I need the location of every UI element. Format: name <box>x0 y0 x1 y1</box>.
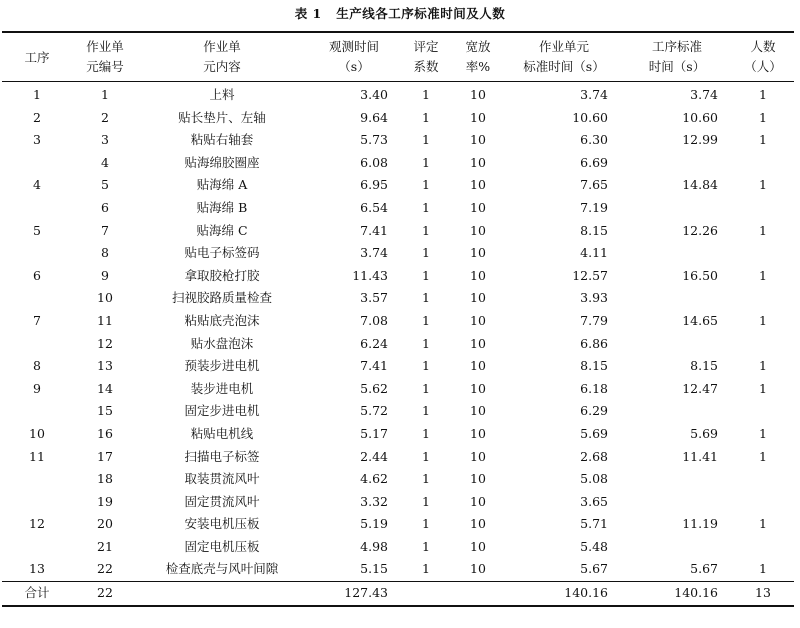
table-row <box>2 107 794 130</box>
cell-unit-content: 贴海绵胶圈座 <box>184 154 260 170</box>
cell-rating-factor: 1 <box>422 516 430 532</box>
cell-rating-factor: 1 <box>422 87 430 102</box>
cell-process-std-time <box>622 242 732 265</box>
header-rating-factor <box>402 32 450 82</box>
cell-allowance-rate: 10 <box>470 222 486 238</box>
cell-observed-time: 5.19 <box>360 516 388 532</box>
cell-unit-no: 1 <box>101 87 109 102</box>
cell-headcount <box>732 152 794 175</box>
cell-headcount <box>732 468 794 491</box>
cell-unit-content: 预装步进电机 <box>184 358 260 374</box>
cell-unit-content: 固定电机压板 <box>184 538 260 554</box>
table-row <box>2 446 794 469</box>
header-line: 人数 <box>750 39 776 54</box>
cell-unit-content: 贴电子标签码 <box>184 245 260 261</box>
cell-process: 9 <box>33 380 41 396</box>
cell-unit-std-time: 5.67 <box>580 561 608 577</box>
cell-headcount: 1 <box>759 516 767 532</box>
cell-rating-factor: 1 <box>422 312 430 328</box>
cell-allowance-rate: 10 <box>470 109 486 125</box>
table-row <box>2 265 794 288</box>
cell-unit-content: 上料 <box>209 87 235 102</box>
cell-process <box>2 333 72 356</box>
cell-unit-std-time: 5.71 <box>580 516 608 532</box>
cell-process-std-time <box>622 197 732 220</box>
process-time-table <box>2 31 794 607</box>
table-row <box>2 491 794 514</box>
cell-rating-factor: 1 <box>422 561 430 577</box>
cell-allowance-rate: 10 <box>470 493 486 509</box>
cell-process: 12 <box>29 516 45 532</box>
cell-unit-std-time: 6.69 <box>580 154 608 170</box>
cell-process-std-time: 14.84 <box>682 177 718 193</box>
table-row <box>2 129 794 152</box>
cell-unit-content: 装步进电机 <box>190 380 254 396</box>
header-line: 标准时间（s） <box>523 59 605 74</box>
cell-observed-time: 5.72 <box>360 403 388 419</box>
cell-allowance-rate: 10 <box>470 290 486 306</box>
cell-allowance-rate: 10 <box>470 538 486 554</box>
header-process <box>2 32 72 82</box>
cell-unit-no: 11 <box>97 312 113 328</box>
cell-headcount: 1 <box>759 312 767 328</box>
header-line: （s） <box>338 59 370 74</box>
cell-unit-std-time: 10.60 <box>572 109 608 125</box>
cell-process-std-time <box>622 491 732 514</box>
cell-unit-content: 取装贯流风叶 <box>184 471 260 487</box>
cell-observed-time: 3.40 <box>360 87 388 102</box>
table-row <box>2 558 794 581</box>
cell-headcount: 1 <box>759 448 767 464</box>
table-row <box>2 242 794 265</box>
cell-allowance-rate: 10 <box>470 380 486 396</box>
cell-allowance-rate: 10 <box>470 154 486 170</box>
cell-headcount: 1 <box>759 358 767 374</box>
cell-process <box>2 152 72 175</box>
cell-unit-no: 13 <box>97 358 113 374</box>
cell-unit-content <box>138 582 306 606</box>
cell-process <box>2 491 72 514</box>
cell-process <box>2 536 72 559</box>
table-row <box>2 400 794 423</box>
cell-unit-content: 贴海绵 A <box>196 177 248 193</box>
cell-unit-no: 21 <box>97 538 113 554</box>
cell-process: 4 <box>33 177 41 193</box>
table-row <box>2 468 794 491</box>
cell-process-std-time <box>622 152 732 175</box>
cell-unit-content: 贴海绵 C <box>196 222 248 238</box>
cell-unit-std-time: 6.29 <box>580 403 608 419</box>
cell-unit-content: 安装电机压板 <box>184 516 260 532</box>
cell-allowance-rate: 10 <box>470 403 486 419</box>
header-line: 时间（s） <box>648 59 706 74</box>
header-line: 系数 <box>413 59 439 74</box>
table-row <box>2 82 794 107</box>
header-line: （人） <box>744 59 782 74</box>
table-row <box>2 197 794 220</box>
cell-unit-no: 17 <box>97 448 113 464</box>
cell-observed-time: 6.54 <box>360 199 388 215</box>
table-row <box>2 536 794 559</box>
cell-process: 1 <box>33 87 41 102</box>
cell-allowance-rate: 10 <box>470 358 486 374</box>
cell-allowance-rate: 10 <box>470 87 486 102</box>
header-unit-content <box>138 32 306 82</box>
header-row <box>2 32 794 82</box>
cell-allowance-rate: 10 <box>470 199 486 215</box>
cell-unit-no: 10 <box>97 290 113 306</box>
cell-unit-content: 扫视胶路质量检查 <box>171 290 272 306</box>
cell-rating-factor: 1 <box>422 199 430 215</box>
cell-observed-time: 4.98 <box>360 538 388 554</box>
cell-allowance-rate: 10 <box>470 132 486 148</box>
table-row <box>2 513 794 536</box>
cell-rating-factor: 1 <box>422 380 430 396</box>
cell-allowance-rate: 10 <box>470 471 486 487</box>
cell-process-std-time: 12.26 <box>682 222 718 238</box>
cell-process-std-time: 11.19 <box>682 516 718 532</box>
cell-process-std-time <box>622 333 732 356</box>
header-line: 元编号 <box>86 59 124 74</box>
cell-unit-no: 22 <box>72 582 138 606</box>
cell-headcount <box>732 287 794 310</box>
header-line: 率% <box>465 59 491 74</box>
cell-headcount: 1 <box>759 222 767 238</box>
cell-process-std-time: 16.50 <box>682 267 718 283</box>
cell-process: 6 <box>33 267 41 283</box>
cell-headcount: 1 <box>759 380 767 396</box>
cell-process: 13 <box>29 561 45 577</box>
cell-unit-content: 固定贯流风叶 <box>184 493 260 509</box>
cell-observed-time: 6.24 <box>360 335 388 351</box>
table-row <box>2 333 794 356</box>
cell-unit-std-time: 6.18 <box>580 380 608 396</box>
cell-allowance-rate: 10 <box>470 177 486 193</box>
cell-headcount: 13 <box>732 582 794 606</box>
cell-headcount <box>732 333 794 356</box>
cell-process <box>2 400 72 423</box>
cell-process-std-time: 140.16 <box>622 582 732 606</box>
cell-unit-std-time: 140.16 <box>506 582 622 606</box>
cell-process-std-time <box>622 400 732 423</box>
cell-observed-time: 3.74 <box>360 245 388 261</box>
header-line: 评定 <box>413 39 439 54</box>
cell-unit-std-time: 6.86 <box>580 335 608 351</box>
cell-allowance-rate: 10 <box>470 561 486 577</box>
header-line: 工序 <box>24 49 50 65</box>
cell-rating-factor: 1 <box>422 403 430 419</box>
cell-observed-time: 11.43 <box>352 267 388 283</box>
cell-unit-std-time: 12.57 <box>572 267 608 283</box>
cell-allowance-rate <box>450 582 506 606</box>
cell-unit-no: 9 <box>101 267 109 283</box>
cell-headcount <box>732 197 794 220</box>
cell-unit-content: 贴长垫片、左轴 <box>178 109 266 125</box>
cell-unit-no: 16 <box>97 425 113 441</box>
table-row <box>2 174 794 197</box>
cell-unit-no: 2 <box>101 109 109 125</box>
cell-unit-std-time: 8.15 <box>580 358 608 374</box>
cell-process-std-time: 3.74 <box>690 87 718 102</box>
cell-headcount: 1 <box>759 425 767 441</box>
cell-process-std-time <box>622 468 732 491</box>
table-row <box>2 378 794 401</box>
cell-observed-time: 7.08 <box>360 312 388 328</box>
cell-observed-time: 3.57 <box>360 290 388 306</box>
cell-rating-factor: 1 <box>422 132 430 148</box>
cell-unit-std-time: 8.15 <box>580 222 608 238</box>
cell-unit-no: 4 <box>101 154 109 170</box>
cell-observed-time: 5.15 <box>360 561 388 577</box>
cell-process: 8 <box>33 358 41 374</box>
cell-allowance-rate: 10 <box>470 245 486 261</box>
cell-process: 11 <box>29 448 45 464</box>
cell-allowance-rate: 10 <box>470 425 486 441</box>
cell-unit-std-time: 7.19 <box>580 199 608 215</box>
cell-unit-no: 6 <box>101 199 109 215</box>
cell-observed-time: 6.95 <box>360 177 388 193</box>
table-body <box>2 82 794 606</box>
cell-unit-content: 扫描电子标签 <box>184 448 260 464</box>
cell-unit-std-time: 5.48 <box>580 538 608 554</box>
cell-unit-std-time: 3.93 <box>580 290 608 306</box>
cell-process-std-time: 5.67 <box>690 561 718 577</box>
cell-unit-no: 12 <box>97 335 113 351</box>
cell-allowance-rate: 10 <box>470 448 486 464</box>
cell-headcount <box>732 242 794 265</box>
cell-process-std-time: 11.41 <box>682 448 718 464</box>
header-headcount <box>732 32 794 82</box>
cell-rating-factor: 1 <box>422 538 430 554</box>
cell-rating-factor: 1 <box>422 177 430 193</box>
cell-unit-no: 22 <box>97 561 113 577</box>
header-line: 作业单 <box>86 39 124 54</box>
cell-process: 2 <box>33 109 41 125</box>
cell-unit-content: 贴海绵 B <box>196 199 248 215</box>
cell-observed-time: 2.44 <box>360 448 388 464</box>
table-header <box>2 32 794 82</box>
cell-headcount <box>732 491 794 514</box>
cell-rating-factor: 1 <box>422 290 430 306</box>
cell-unit-std-time: 7.79 <box>580 312 608 328</box>
table-row <box>2 287 794 310</box>
cell-unit-std-time: 6.30 <box>580 132 608 148</box>
cell-rating-factor: 1 <box>422 493 430 509</box>
cell-unit-no: 20 <box>97 516 113 532</box>
cell-headcount <box>732 400 794 423</box>
total-row <box>2 582 794 606</box>
table-row <box>2 355 794 378</box>
cell-unit-no: 19 <box>97 493 113 509</box>
header-line: 工序标准 <box>651 39 702 54</box>
header-allowance-rate <box>450 32 506 82</box>
table-row <box>2 152 794 175</box>
cell-unit-content: 固定步进电机 <box>184 403 260 419</box>
cell-unit-content: 粘贴右轴套 <box>190 132 254 148</box>
cell-unit-std-time: 2.68 <box>580 448 608 464</box>
header-line: 作业单 <box>203 39 241 54</box>
cell-unit-no: 15 <box>97 403 113 419</box>
cell-process-std-time: 12.99 <box>682 132 718 148</box>
cell-rating-factor: 1 <box>422 245 430 261</box>
cell-unit-std-time: 3.65 <box>580 493 608 509</box>
cell-headcount: 1 <box>759 132 767 148</box>
header-line: 作业单元 <box>538 39 589 54</box>
cell-unit-std-time: 5.08 <box>580 471 608 487</box>
table-row <box>2 310 794 333</box>
cell-unit-content: 贴水盘泡沫 <box>190 335 254 351</box>
header-line: 宽放 <box>465 39 491 54</box>
cell-process <box>2 242 72 265</box>
cell-rating-factor: 1 <box>422 154 430 170</box>
header-line: 元内容 <box>203 59 241 74</box>
cell-allowance-rate: 10 <box>470 312 486 328</box>
cell-unit-content: 检查底壳与风叶间隙 <box>165 561 279 577</box>
cell-process-std-time: 14.65 <box>682 312 718 328</box>
cell-headcount <box>732 536 794 559</box>
cell-process: 3 <box>33 132 41 148</box>
header-unit-no <box>72 32 138 82</box>
table-row <box>2 220 794 243</box>
cell-process: 10 <box>29 425 45 441</box>
cell-process-std-time: 10.60 <box>682 109 718 125</box>
cell-observed-time: 7.41 <box>360 358 388 374</box>
cell-process <box>2 287 72 310</box>
cell-unit-no: 5 <box>101 177 109 193</box>
cell-unit-content: 粘贴底壳泡沫 <box>184 312 260 328</box>
cell-headcount: 1 <box>759 177 767 193</box>
cell-unit-std-time: 4.11 <box>580 245 608 261</box>
cell-observed-time: 3.32 <box>360 493 388 509</box>
cell-process-std-time <box>622 287 732 310</box>
cell-headcount: 1 <box>759 87 767 102</box>
cell-observed-time: 5.62 <box>360 380 388 396</box>
cell-observed-time: 9.64 <box>360 109 388 125</box>
cell-unit-no: 14 <box>97 380 113 396</box>
cell-process: 合计 <box>2 582 72 606</box>
cell-unit-std-time: 3.74 <box>580 87 608 102</box>
cell-unit-no: 3 <box>101 132 109 148</box>
cell-unit-std-time: 5.69 <box>580 425 608 441</box>
cell-process-std-time <box>622 536 732 559</box>
cell-observed-time: 7.41 <box>360 222 388 238</box>
header-line: 观测时间 <box>328 39 379 54</box>
cell-process-std-time: 8.15 <box>690 358 718 374</box>
header-unit-std-time <box>506 32 622 82</box>
cell-rating-factor <box>402 582 450 606</box>
cell-unit-content: 粘贴电机线 <box>190 425 254 441</box>
header-observed-time <box>306 32 402 82</box>
cell-observed-time: 5.73 <box>360 132 388 148</box>
header-process-std-time <box>622 32 732 82</box>
table-caption: 表 1 生产线各工序标准时间及人数 <box>294 6 506 21</box>
cell-rating-factor: 1 <box>422 358 430 374</box>
cell-observed-time: 6.08 <box>360 154 388 170</box>
cell-observed-time: 5.17 <box>360 425 388 441</box>
cell-process: 7 <box>33 312 41 328</box>
cell-process <box>2 468 72 491</box>
cell-allowance-rate: 10 <box>470 335 486 351</box>
cell-headcount: 1 <box>759 267 767 283</box>
cell-unit-no: 18 <box>97 471 113 487</box>
cell-rating-factor: 1 <box>422 335 430 351</box>
cell-unit-content: 拿取胶枪打胶 <box>184 267 260 283</box>
cell-rating-factor: 1 <box>422 448 430 464</box>
cell-observed-time: 4.62 <box>360 471 388 487</box>
cell-rating-factor: 1 <box>422 222 430 238</box>
cell-process-std-time: 12.47 <box>682 380 718 396</box>
table-row <box>2 423 794 446</box>
cell-headcount: 1 <box>759 109 767 125</box>
cell-allowance-rate: 10 <box>470 267 486 283</box>
cell-unit-std-time: 7.65 <box>580 177 608 193</box>
cell-rating-factor: 1 <box>422 425 430 441</box>
cell-allowance-rate: 10 <box>470 516 486 532</box>
cell-process <box>2 197 72 220</box>
cell-unit-no: 8 <box>101 245 109 261</box>
cell-unit-no: 7 <box>101 222 109 238</box>
cell-headcount: 1 <box>759 561 767 577</box>
cell-process-std-time: 5.69 <box>690 425 718 441</box>
cell-rating-factor: 1 <box>422 267 430 283</box>
cell-rating-factor: 1 <box>422 471 430 487</box>
cell-rating-factor: 1 <box>422 109 430 125</box>
cell-observed-time: 127.43 <box>306 582 402 606</box>
cell-process: 5 <box>33 222 41 238</box>
